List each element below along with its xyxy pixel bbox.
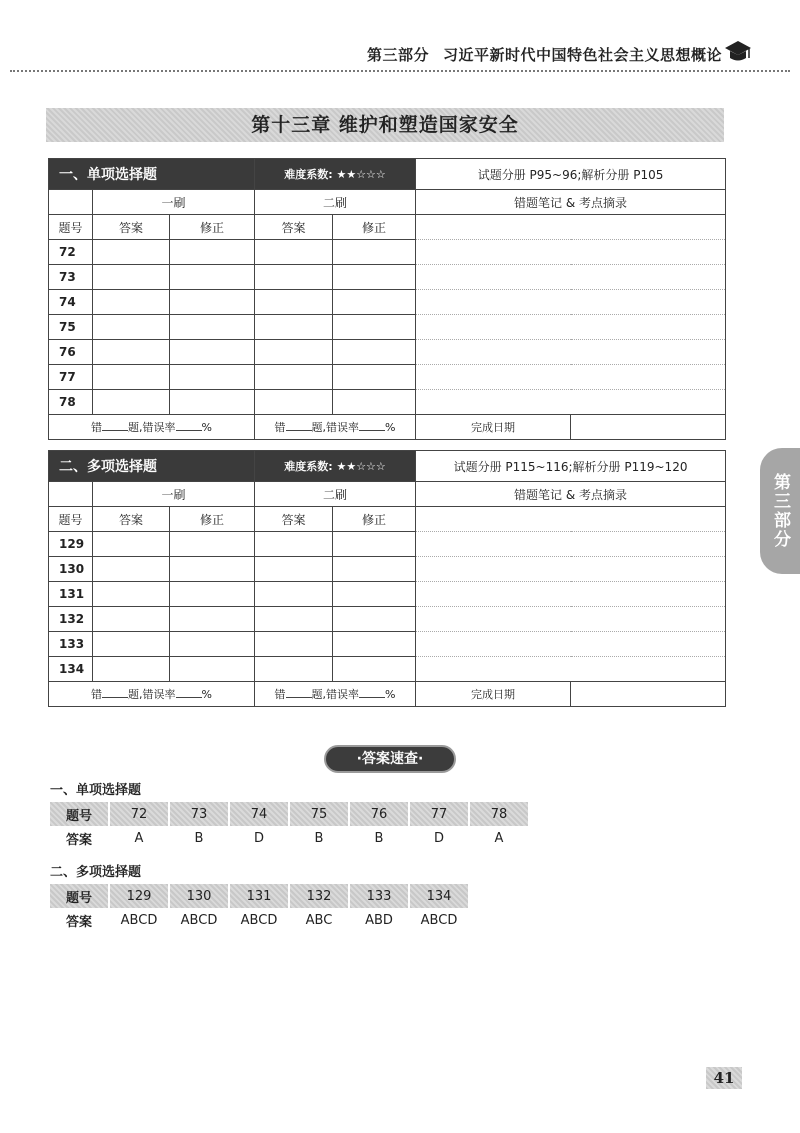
- answer-num: 76: [350, 802, 408, 826]
- fix-cell[interactable]: [170, 582, 255, 607]
- fix-cell[interactable]: [333, 532, 416, 557]
- answer-cell[interactable]: [255, 340, 333, 365]
- notes-area[interactable]: [416, 340, 726, 365]
- error-rate-round1: 错 题,错误率 %: [49, 682, 255, 707]
- question-number: 134: [49, 657, 93, 682]
- fix-cell[interactable]: [170, 315, 255, 340]
- answer-value: B: [314, 830, 324, 846]
- section-title: 一、单项选择题: [49, 159, 255, 190]
- question-number: 72: [49, 240, 93, 265]
- question-number: 130: [49, 557, 93, 582]
- answer-num: 73: [170, 802, 228, 826]
- single-choice-table: [48, 158, 726, 440]
- page-header: [0, 0, 800, 80]
- completion-date-field[interactable]: [571, 682, 726, 707]
- notes-header: 错题笔记 & 考点摘录: [416, 482, 726, 507]
- answer-cell[interactable]: [93, 607, 170, 632]
- fix-cell[interactable]: [170, 657, 255, 682]
- completion-date-field[interactable]: [571, 415, 726, 440]
- corner-cell: [49, 190, 93, 215]
- notes-area[interactable]: [416, 265, 726, 290]
- answer-value: A: [494, 830, 504, 846]
- question-number: 132: [49, 607, 93, 632]
- answer-value: B: [374, 830, 384, 846]
- answer-num: 77: [410, 802, 468, 826]
- completion-date-label: 完成日期: [416, 682, 571, 707]
- question-number: 77: [49, 365, 93, 390]
- answer-cell[interactable]: [255, 365, 333, 390]
- answer-num-label: 题号: [50, 802, 108, 826]
- answer-cell[interactable]: [255, 315, 333, 340]
- col-fix-header: 修正: [333, 507, 416, 532]
- question-number: 74: [49, 290, 93, 315]
- answer-cell[interactable]: [93, 340, 170, 365]
- answer-num: 134: [410, 884, 468, 908]
- fix-cell[interactable]: [170, 240, 255, 265]
- fix-cell[interactable]: [333, 632, 416, 657]
- question-number: 73: [49, 265, 93, 290]
- answer-cell[interactable]: [255, 557, 333, 582]
- fix-cell[interactable]: [333, 265, 416, 290]
- answer-cell[interactable]: [93, 657, 170, 682]
- error-rate-round2: 错 题,错误率 %: [255, 415, 416, 440]
- fix-cell[interactable]: [333, 340, 416, 365]
- col-fix-header: 修正: [170, 507, 255, 532]
- answer-cell[interactable]: [93, 290, 170, 315]
- answer-num: 72: [110, 802, 168, 826]
- col-answer-header: 答案: [255, 507, 333, 532]
- error-rate-round2: 错 题,错误率 %: [255, 682, 416, 707]
- fix-cell[interactable]: [170, 607, 255, 632]
- notes-area[interactable]: [416, 240, 726, 265]
- fix-cell[interactable]: [333, 657, 416, 682]
- fix-cell[interactable]: [170, 365, 255, 390]
- notes-area[interactable]: [416, 507, 726, 532]
- question-number: 131: [49, 582, 93, 607]
- answer-cell[interactable]: [255, 240, 333, 265]
- col-fix-header: 修正: [170, 215, 255, 240]
- col-num-header: 题号: [49, 507, 93, 532]
- fix-cell[interactable]: [170, 265, 255, 290]
- answer-value: B: [194, 830, 204, 846]
- answer-key-title: ·答案速查·: [324, 745, 456, 773]
- question-number: 75: [49, 315, 93, 340]
- fix-cell[interactable]: [333, 240, 416, 265]
- answer-value: ABCD: [420, 912, 458, 928]
- notes-area[interactable]: [416, 657, 726, 682]
- completion-date-label: 完成日期: [416, 415, 571, 440]
- chapter-title: 第十三章 维护和塑造国家安全: [46, 108, 724, 142]
- answer-cell[interactable]: [255, 632, 333, 657]
- fix-cell[interactable]: [170, 340, 255, 365]
- answer-num-label: 题号: [50, 884, 108, 908]
- answer-num: 78: [470, 802, 528, 826]
- answer-value: D: [253, 830, 264, 846]
- part-side-tab: 第三部分: [760, 448, 800, 574]
- fix-cell[interactable]: [170, 390, 255, 415]
- fix-cell[interactable]: [333, 365, 416, 390]
- answer-cell[interactable]: [93, 365, 170, 390]
- running-header: [367, 44, 722, 65]
- answer-cell[interactable]: [255, 290, 333, 315]
- difficulty-rating: 难度系数: ★★☆☆☆: [255, 159, 416, 190]
- page-number: 41: [706, 1067, 742, 1089]
- fix-cell[interactable]: [170, 557, 255, 582]
- fix-cell[interactable]: [333, 557, 416, 582]
- error-rate-round1: 错 题,错误率 %: [49, 415, 255, 440]
- answer-cell[interactable]: [255, 390, 333, 415]
- col-answer-header: 答案: [93, 215, 170, 240]
- fix-cell[interactable]: [333, 582, 416, 607]
- notes-area[interactable]: [416, 532, 726, 557]
- notes-area[interactable]: [416, 215, 726, 240]
- answer-cell[interactable]: [93, 582, 170, 607]
- notes-area[interactable]: [416, 607, 726, 632]
- notes-area[interactable]: [416, 290, 726, 315]
- round2-header: 二刷: [255, 482, 416, 507]
- question-number: 76: [49, 340, 93, 365]
- col-num-header: 题号: [49, 215, 93, 240]
- notes-area[interactable]: [416, 365, 726, 390]
- answer-cell[interactable]: [93, 532, 170, 557]
- answer-value: ABCD: [180, 912, 218, 928]
- answer-cell[interactable]: [255, 265, 333, 290]
- notes-area[interactable]: [416, 582, 726, 607]
- answer-single-title: 一、单项选择题: [50, 783, 142, 798]
- answer-multi-table: [48, 884, 470, 932]
- fix-cell[interactable]: [333, 290, 416, 315]
- answer-num: 75: [290, 802, 348, 826]
- fix-cell[interactable]: [333, 607, 416, 632]
- answer-label: 答案: [65, 832, 92, 848]
- question-number: 129: [49, 532, 93, 557]
- round1-header: 一刷: [93, 190, 255, 215]
- answer-num: 74: [230, 802, 288, 826]
- reference-pages: 试题分册 P95~96;解析分册 P105: [416, 159, 726, 190]
- col-answer-header: 答案: [93, 507, 170, 532]
- answer-cell[interactable]: [93, 265, 170, 290]
- multi-choice-table: [48, 450, 726, 707]
- answer-cell[interactable]: [93, 315, 170, 340]
- answer-num: 133: [350, 884, 408, 908]
- answer-value: ABCD: [240, 912, 278, 928]
- answer-cell[interactable]: [255, 607, 333, 632]
- answer-num: 131: [230, 884, 288, 908]
- answer-cell[interactable]: [93, 557, 170, 582]
- fix-cell[interactable]: [170, 290, 255, 315]
- answer-cell[interactable]: [93, 632, 170, 657]
- answer-cell[interactable]: [255, 532, 333, 557]
- header-part: 第三部分: [366, 46, 429, 64]
- answer-multi-title: 二、多项选择题: [50, 865, 142, 880]
- answer-cell[interactable]: [93, 390, 170, 415]
- question-number: 78: [49, 390, 93, 415]
- reference-pages: 试题分册 P115~116;解析分册 P119~120: [416, 451, 726, 482]
- col-fix-header: 修正: [333, 215, 416, 240]
- notes-area[interactable]: [416, 315, 726, 340]
- fix-cell[interactable]: [333, 315, 416, 340]
- header-book-title: 习近平新时代中国特色社会主义思想概论: [442, 46, 722, 64]
- fix-cell[interactable]: [333, 390, 416, 415]
- header-divider: [10, 70, 790, 72]
- answer-value: D: [433, 830, 444, 846]
- corner-cell: [49, 482, 93, 507]
- section-title: 二、多项选择题: [49, 451, 255, 482]
- notes-area[interactable]: [416, 632, 726, 657]
- round1-header: 一刷: [93, 482, 255, 507]
- notes-header: 错题笔记 & 考点摘录: [416, 190, 726, 215]
- answer-value: ABCD: [120, 912, 158, 928]
- answer-cell[interactable]: [255, 582, 333, 607]
- answer-value: A: [134, 830, 144, 846]
- answer-single-table: [48, 802, 530, 850]
- answer-value: ABD: [365, 912, 393, 928]
- difficulty-rating: 难度系数: ★★☆☆☆: [255, 451, 416, 482]
- answer-num: 130: [170, 884, 228, 908]
- answer-num: 132: [290, 884, 348, 908]
- fix-cell[interactable]: [170, 632, 255, 657]
- answer-cell[interactable]: [255, 657, 333, 682]
- graduation-cap-icon: [724, 38, 752, 64]
- answer-cell[interactable]: [93, 240, 170, 265]
- answer-num: 129: [110, 884, 168, 908]
- answer-value: ABC: [305, 912, 333, 928]
- col-answer-header: 答案: [255, 215, 333, 240]
- question-number: 133: [49, 632, 93, 657]
- round2-header: 二刷: [255, 190, 416, 215]
- notes-area[interactable]: [416, 390, 726, 415]
- answer-label: 答案: [65, 914, 92, 930]
- fix-cell[interactable]: [170, 532, 255, 557]
- notes-area[interactable]: [416, 557, 726, 582]
